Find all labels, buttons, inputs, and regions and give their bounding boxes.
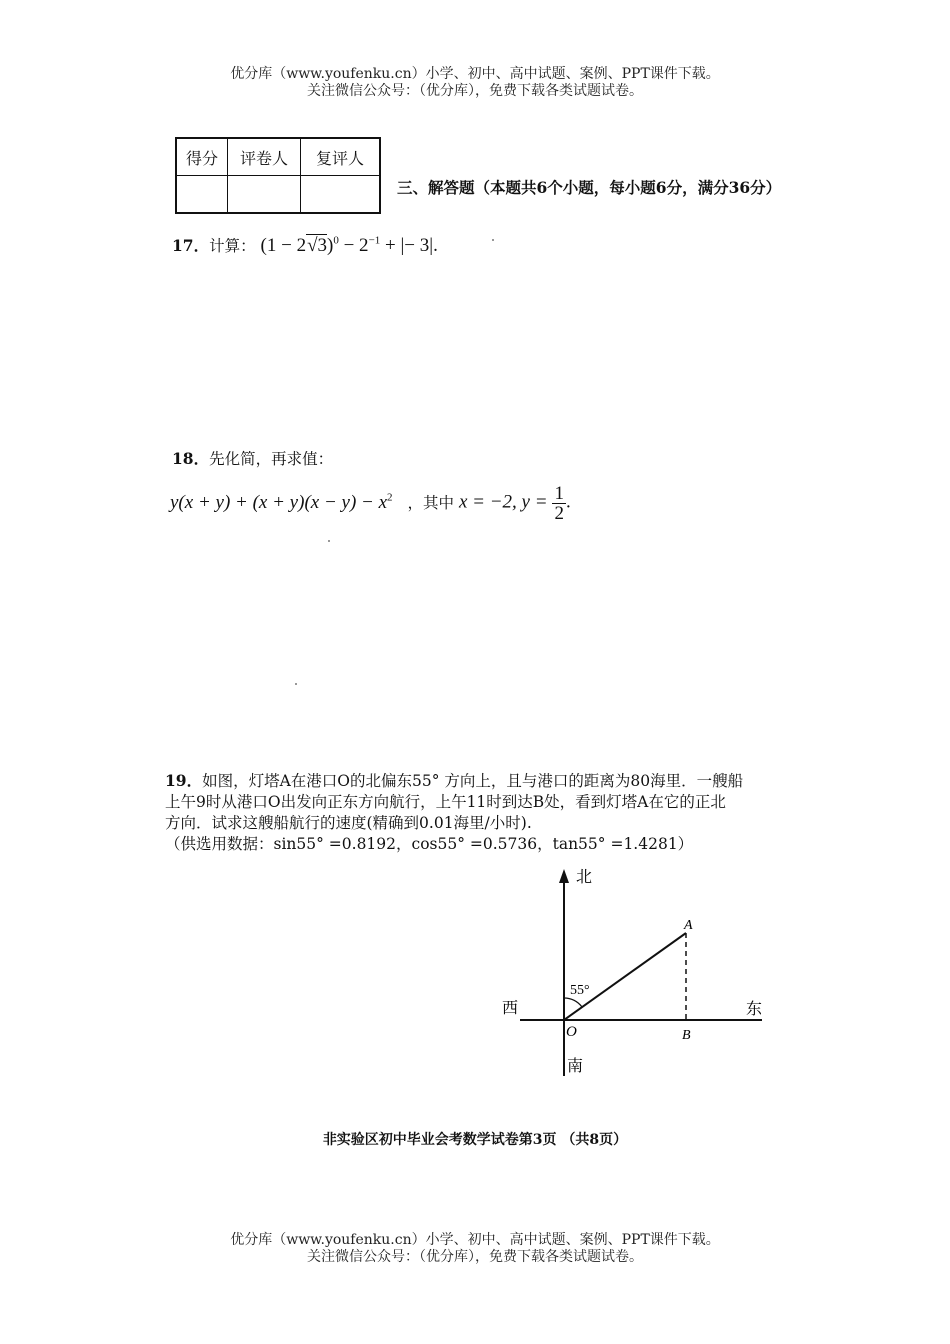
segment-oa — [564, 933, 686, 1020]
q19-line-3: 方向．试求这艘船航行的速度(精确到0.01海里/小时). — [165, 814, 532, 832]
q17-expression: $(1 - 2√3)^0 - 2^{-1}$ + |− 3|. — [260, 234, 438, 256]
label-point-a: A — [684, 918, 693, 933]
question-17 — [172, 234, 438, 257]
watermark-line-2: 关注微信公众号：（优分库），免费下载各类试题试卷。 — [307, 83, 643, 99]
page-footer: 非实验区初中毕业会考数学试卷第3页 （共8页） — [322, 1132, 628, 1148]
q19-data-line: （供选用数据：sin55° =0.8192，cos55° =0.5736，tan55° =1.4281） — [165, 835, 694, 853]
score-table — [175, 137, 381, 214]
watermark-header — [0, 66, 950, 100]
lighthouse-figure — [490, 860, 780, 1090]
question-18 — [172, 447, 333, 469]
watermark-line-2: 关注微信公众号：（优分库），免费下载各类试题试卷。 — [307, 1249, 643, 1265]
scan-speck — [328, 540, 330, 542]
grader-header: 评卷人 — [228, 138, 301, 176]
q18-condition: x = −2, y = — [458, 491, 548, 513]
north-arrow-icon — [559, 869, 569, 883]
q19-line-2: 上午9时从港口O出发向正东方向航行，上午11时到达B处，看到灯塔A在它的正北 — [165, 793, 726, 811]
q17-prompt: 计算： — [209, 237, 256, 255]
section-title: 三、解答题（本题共6个小题，每小题6分，满分36分） — [397, 178, 782, 197]
label-point-b: B — [682, 1028, 691, 1043]
q19-line-1: 19．如图，灯塔A在港口O的北偏东55° 方向上，且与港口的距离为80海里．一艘船 — [165, 771, 744, 790]
q18-number: 18． — [172, 449, 210, 468]
q18-expression: $y(x + y) + (x + y)(x - y) - x^2$ — [170, 491, 393, 513]
q18-expression-line: $y(x + y) + (x + y)(x - y) - x^2$ ，其中 x = −2, y = $\frac{1}{2}$ . — [170, 483, 571, 524]
reviewer-cell — [301, 176, 381, 214]
label-angle: 55° — [570, 983, 590, 998]
q18-prompt: 先化简，再求值： — [209, 450, 334, 468]
angle-arc — [564, 998, 582, 1007]
score-cell — [176, 176, 228, 214]
label-south: 南 — [567, 1058, 584, 1075]
watermark-line-1: 优分库（www.youfenku.cn）小学、初中、高中试题、案例、PPT课件下载。 — [230, 66, 720, 82]
score-header: 得分 — [176, 138, 228, 176]
scan-speck — [492, 239, 494, 241]
q18-condition-prefix: ，其中 — [407, 493, 454, 512]
q18-fraction: $\frac{1}{2}$ — [554, 483, 564, 524]
watermark-line-1: 优分库（www.youfenku.cn）小学、初中、高中试题、案例、PPT课件下载。 — [230, 1232, 720, 1248]
question-19 — [165, 770, 815, 855]
scan-speck — [295, 683, 297, 685]
label-west: 西 — [502, 1000, 519, 1017]
reviewer-header: 复评人 — [301, 138, 381, 176]
watermark-footer — [0, 1232, 950, 1266]
label-east: 东 — [746, 1001, 763, 1018]
grader-cell — [228, 176, 301, 214]
label-north: 北 — [576, 869, 593, 886]
q17-number: 17． — [172, 236, 210, 255]
label-point-o: O — [566, 1024, 577, 1040]
